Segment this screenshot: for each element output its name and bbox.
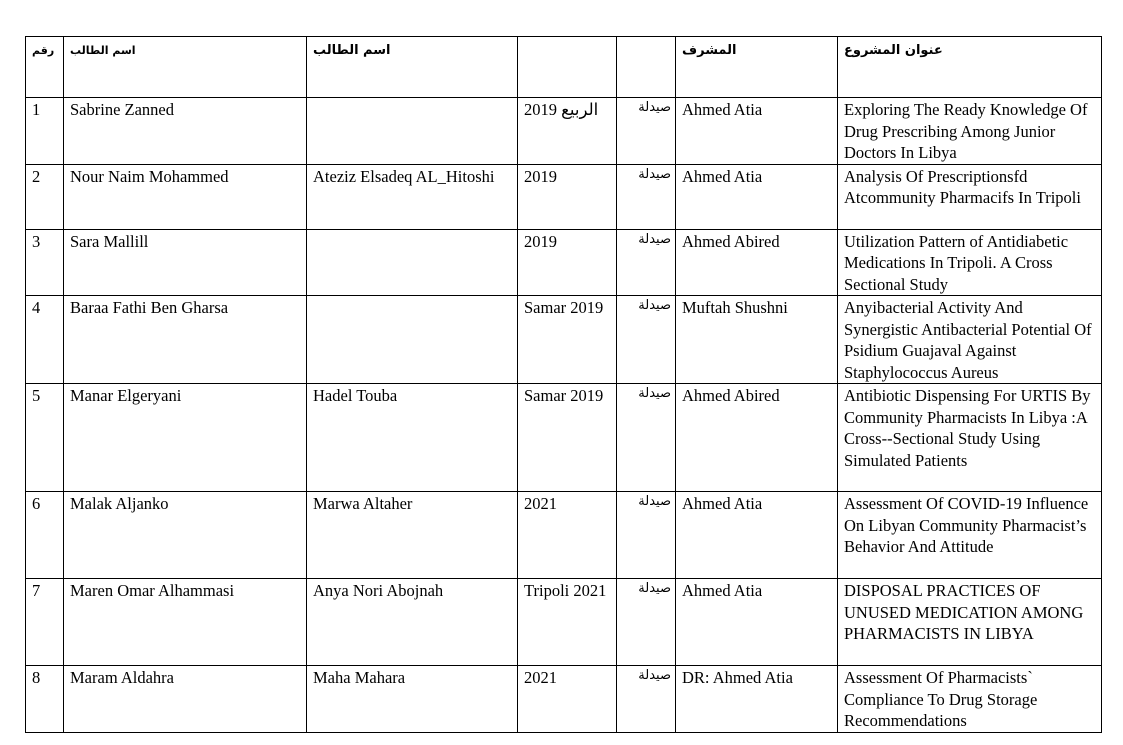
table-row xyxy=(26,296,1102,384)
project-title-cell: DISPOSAL PRACTICES OF UNUSED MEDICATION AMONG PHARMACISTS IN LIBYA xyxy=(838,579,1102,666)
year-cell: 2021 xyxy=(518,666,617,733)
table-row xyxy=(26,98,1102,165)
project-title-cell: Anyibacterial Activity And Synergistic Antibacterial Potential Of Psidium Guajaval Against Staphylococcus Aureus xyxy=(838,296,1102,384)
department-cell: صيدلة xyxy=(617,98,676,165)
department-cell: صيدلة xyxy=(617,384,676,492)
department-cell: صيدلة xyxy=(617,492,676,579)
department-cell: صيدلة xyxy=(617,296,676,384)
table-row xyxy=(26,164,1102,229)
student-name-1: Sabrine Zanned xyxy=(64,98,307,165)
student-name-1: Baraa Fathi Ben Gharsa xyxy=(64,296,307,384)
supervisor-cell: Ahmed Abired xyxy=(676,384,838,492)
project-title-cell: Assessment Of Pharmacists` Compliance To Drug Storage Recommendations xyxy=(838,666,1102,733)
header-year xyxy=(518,37,617,98)
year-cell: Tripoli 2021 xyxy=(518,579,617,666)
projects-table xyxy=(25,36,1102,733)
student-name-2: Hadel Touba xyxy=(307,384,518,492)
year-cell: 2021 xyxy=(518,492,617,579)
row-number: 7 xyxy=(26,579,64,666)
table-row xyxy=(26,579,1102,666)
student-name-1: Maren Omar Alhammasi xyxy=(64,579,307,666)
supervisor-cell: DR: Ahmed Atia xyxy=(676,666,838,733)
header-student-name-2: اسم الطالب xyxy=(307,37,518,98)
department-cell: صيدلة xyxy=(617,229,676,296)
student-name-2: Maha Mahara xyxy=(307,666,518,733)
year-cell: Samar 2019 xyxy=(518,296,617,384)
department-cell: صيدلة xyxy=(617,666,676,733)
student-name-2 xyxy=(307,229,518,296)
row-number: 6 xyxy=(26,492,64,579)
header-project-title: عنوان المشروع xyxy=(838,37,1102,98)
supervisor-cell: Ahmed Abired xyxy=(676,229,838,296)
year-cell: الربيع 2019 xyxy=(518,98,617,165)
supervisor-cell: Ahmed Atia xyxy=(676,579,838,666)
project-title-cell: Analysis Of Prescriptionsfd Atcommunity Pharmacifs In Tripoli xyxy=(838,164,1102,229)
student-name-1: Maram Aldahra xyxy=(64,666,307,733)
row-number: 3 xyxy=(26,229,64,296)
student-name-2: Anya Nori Abojnah xyxy=(307,579,518,666)
header-supervisor: المشرف xyxy=(676,37,838,98)
table-row xyxy=(26,384,1102,492)
supervisor-cell: Ahmed Atia xyxy=(676,492,838,579)
header-row xyxy=(26,37,1102,98)
student-name-1: Manar Elgeryani xyxy=(64,384,307,492)
supervisor-cell: Ahmed Atia xyxy=(676,98,838,165)
student-name-2: Marwa Altaher xyxy=(307,492,518,579)
student-name-2 xyxy=(307,98,518,165)
supervisor-cell: Muftah Shushni xyxy=(676,296,838,384)
student-name-2 xyxy=(307,296,518,384)
row-number: 1 xyxy=(26,98,64,165)
document-page xyxy=(25,36,1102,733)
header-student-name-1: اسم الطالب xyxy=(64,37,307,98)
project-title-cell: Antibiotic Dispensing For URTIS By Community Pharmacists In Libya :A Cross--Sectional Study Using Simulated Patients xyxy=(838,384,1102,492)
table-row xyxy=(26,229,1102,296)
student-name-1: Sara Mallill xyxy=(64,229,307,296)
year-cell: 2019 xyxy=(518,164,617,229)
student-name-1: Malak Aljanko xyxy=(64,492,307,579)
row-number: 4 xyxy=(26,296,64,384)
project-title-cell: Utilization Pattern of Antidiabetic Medications In Tripoli. A Cross Sectional Study xyxy=(838,229,1102,296)
year-cell: 2019 xyxy=(518,229,617,296)
row-number: 5 xyxy=(26,384,64,492)
row-number: 2 xyxy=(26,164,64,229)
row-number: 8 xyxy=(26,666,64,733)
student-name-1: Nour Naim Mohammed xyxy=(64,164,307,229)
year-cell: Samar 2019 xyxy=(518,384,617,492)
table-row xyxy=(26,666,1102,733)
department-cell: صيدلة xyxy=(617,164,676,229)
table-row xyxy=(26,492,1102,579)
supervisor-cell: Ahmed Atia xyxy=(676,164,838,229)
header-department xyxy=(617,37,676,98)
header-number: رقم xyxy=(26,37,64,98)
project-title-cell: Assessment Of COVID-19 Influence On Libyan Community Pharmacist’s Behavior And Attitude xyxy=(838,492,1102,579)
student-name-2: Ateziz Elsadeq AL_Hitoshi xyxy=(307,164,518,229)
department-cell: صيدلة xyxy=(617,579,676,666)
project-title-cell: Exploring The Ready Knowledge Of Drug Prescribing Among Junior Doctors In Libya xyxy=(838,98,1102,165)
